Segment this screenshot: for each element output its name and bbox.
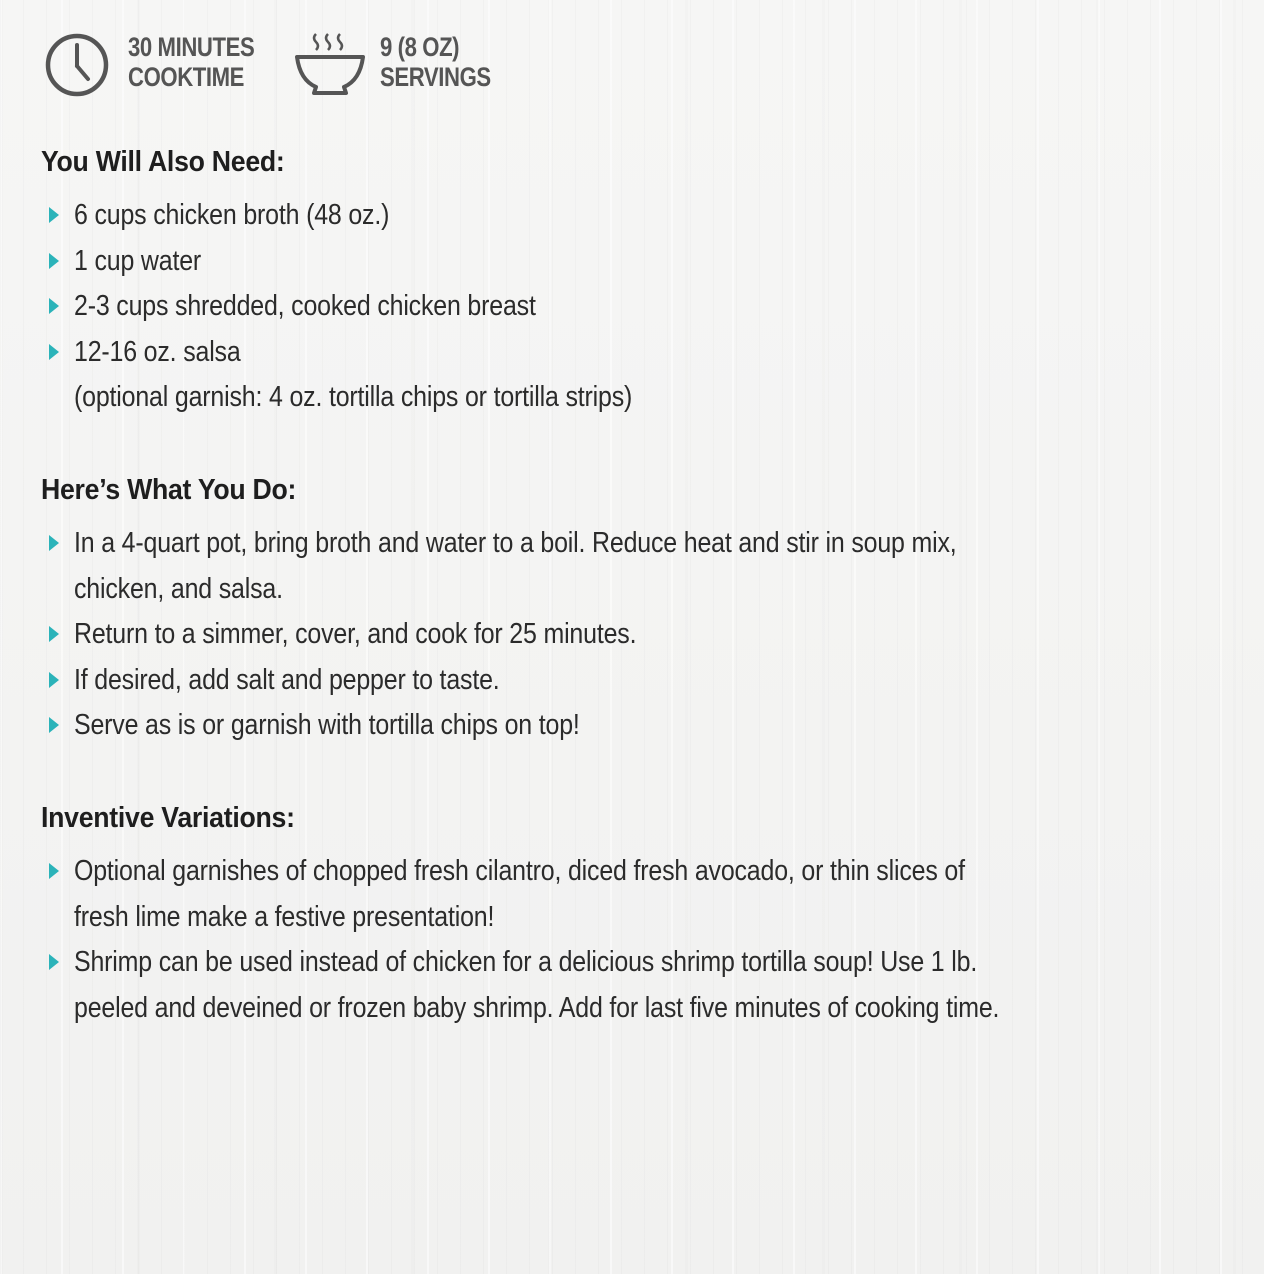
bullet-triangle-icon bbox=[49, 344, 59, 360]
bullet-triangle-icon bbox=[49, 863, 59, 879]
optional-garnish-note: (optional garnish: 4 oz. tortilla chips or tortilla strips) bbox=[74, 381, 633, 413]
bullet-triangle-icon bbox=[49, 253, 59, 269]
bullet-triangle-icon bbox=[49, 298, 59, 314]
list-item: Shrimp can be used instead of chicken for a delicious shrimp tortilla soup! Use 1 lb. peeled and deveined or frozen baby shrimp. Add for last five minutes of cooking time. bbox=[41, 940, 1241, 1031]
bullet-triangle-icon bbox=[49, 207, 59, 223]
list-item: Optional garnishes of chopped fresh cilantro, diced fresh avocado, or thin slices of fresh lime make a festive presentation! bbox=[41, 849, 1241, 940]
bullet-triangle-icon bbox=[49, 954, 59, 970]
bullet-triangle-icon bbox=[49, 717, 59, 733]
list-item: 2-3 cups shredded, cooked chicken breast bbox=[41, 284, 1241, 330]
list-item: If desired, add salt and pepper to taste. bbox=[41, 658, 1241, 704]
list-item: Return to a simmer, cover, and cook for 25 minutes. bbox=[41, 612, 1241, 658]
variations-section bbox=[41, 800, 1241, 1031]
what-you-do-title: Here’s What You Do: bbox=[41, 474, 297, 506]
list-item: 1 cup water bbox=[41, 239, 1241, 285]
bullet-triangle-icon bbox=[49, 535, 59, 551]
list-item: 12-16 oz. salsa bbox=[41, 330, 1241, 376]
also-need-list bbox=[41, 193, 1241, 375]
bullet-triangle-icon bbox=[49, 626, 59, 642]
list-item: Serve as is or garnish with tortilla chips on top! bbox=[41, 703, 1241, 749]
servings-value: 9 (8 OZ) bbox=[380, 32, 460, 62]
cooktime-label: COOKTIME bbox=[128, 62, 245, 92]
list-item: In a 4-quart pot, bring broth and water to a boil. Reduce heat and stir in soup mix, chicken, and salsa. bbox=[41, 521, 1241, 612]
cooktime-value: 30 MINUTES bbox=[128, 32, 255, 62]
bullet-triangle-icon bbox=[49, 672, 59, 688]
also-need-section bbox=[41, 144, 1241, 421]
what-you-do-section bbox=[41, 472, 1241, 749]
steps-list bbox=[41, 521, 1241, 749]
also-need-title: You Will Also Need: bbox=[41, 146, 285, 178]
soup-bowl-icon bbox=[294, 30, 366, 98]
servings-label: SERVINGS bbox=[380, 62, 491, 92]
clock-icon bbox=[44, 30, 110, 98]
variations-title: Inventive Variations: bbox=[41, 802, 295, 834]
list-item: 6 cups chicken broth (48 oz.) bbox=[41, 193, 1241, 239]
variations-list bbox=[41, 849, 1241, 1031]
